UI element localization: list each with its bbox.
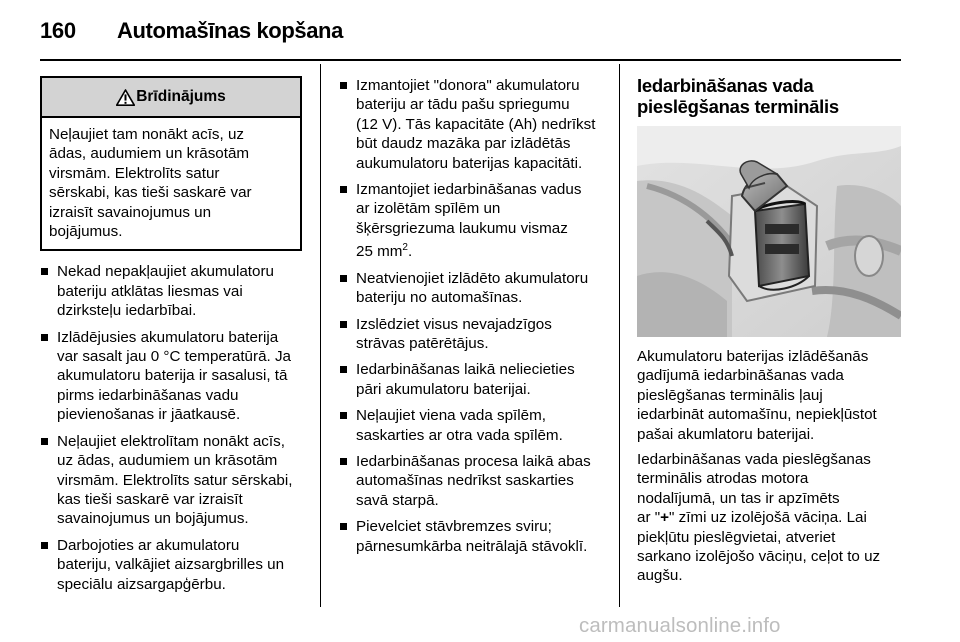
list-item: Izslēdziet visus nevajadzīgos strāvas patērētājus.: [339, 315, 605, 354]
jump-start-terminal-illustration: [637, 126, 901, 337]
warning-triangle-icon: [116, 89, 135, 106]
list-item: Neļaujiet viena vada spīlēm, saskarties ar otra vada spīlēm.: [339, 406, 605, 445]
page-number: 160: [40, 18, 76, 43]
plus-icon: +: [660, 509, 669, 527]
list-item: Pievelciet stāvbremzes sviru; pārnesumkārba neitrālajā stāvoklī.: [339, 517, 605, 556]
paragraph-terminal-location: Iedarbināšanas vada pieslēgšanas terminālis atrodas motora nodalījumā, un tas ir apzīmēts ar "+" zīmi uz izolējošā vāciņa. Lai piekļūtu pieslēgvietai, atveriet sarkano izolējošo vāciņu, ceļot to uz augšu.: [637, 451, 881, 585]
bullet-square-icon: [41, 438, 48, 445]
list-item: Iedarbināšanas laikā neliecieties pāri akumulatoru baterijai.: [339, 360, 605, 399]
cross-section-superscript: 2: [402, 242, 408, 254]
bullet-list-column-1: [40, 262, 302, 594]
list-item: Izlādējusies akumulatoru baterija var sasalt jau 0 °C temperatūrā. Ja akumulatoru baterija ir sasalusi, tā pirms iedarbināšanas vadu pievienošanas ir jāatkausē.: [40, 328, 302, 425]
cross-section-value: 25 mm: [356, 243, 403, 261]
bullet-square-icon: [340, 458, 347, 465]
bullet-square-icon: [340, 275, 347, 282]
list-item: Izmantojiet iedarbināšanas vadus ar izolētām spīlēm un šķērsgriezuma laukumu vismaz 25 $mm^2$.: [339, 180, 605, 262]
warning-box: [40, 76, 302, 251]
bullet-square-icon: [41, 268, 48, 275]
list-item: Izmantojiet "donora" akumulatoru bateriju ar tādu pašu spriegumu (12 V). Tās kapacitāte (Ah) nedrīkst būt daudz mazāka par izlādētās aukumulatoru baterijas kapacitāti.: [339, 76, 605, 173]
header-rule: [40, 59, 901, 61]
subsection-heading: Iedarbināšanas vada pieslēgšanas terminālis: [637, 75, 839, 117]
bullet-list-column-2: [339, 76, 605, 556]
list-item: Neatvienojiet izlādēto akumulatoru bateriju no automašīnas.: [339, 269, 605, 308]
list-item: Iedarbināšanas procesa laikā abas automašīnas nedrīkst saskarties savā starpā.: [339, 452, 605, 510]
column-divider-1: [320, 64, 321, 607]
bullet-square-icon: [340, 366, 347, 373]
list-item: Neļaujiet elektrolītam nonākt acīs, uz ādas, audumiem un krāsotām virsmām. Elektrolīts satur sērskabi, kas tieši saskarē var izraisīt savainojumus un bojājumus.: [40, 432, 302, 529]
warning-header: [42, 78, 300, 118]
list-item: Nekad nepakļaujiet akumulatoru bateriju atklātas liesmas vai dzirksteļu iedarbībai.: [40, 262, 302, 320]
column-1: [40, 76, 302, 601]
bullet-square-icon: [340, 412, 347, 419]
column-3: [637, 76, 902, 586]
bullet-square-icon: [340, 186, 347, 193]
column-divider-2: [619, 64, 620, 607]
bullet-square-icon: [340, 523, 347, 530]
warning-text: Neļaujiet tam nonākt acīs, uz ādas, audumiem un krāsotām virsmām. Elektrolīts satur sērskabi, kas tieši saskarē var izraisīt savainojumus un bojājumus.: [49, 126, 252, 241]
warning-title: Brīdinājums: [136, 88, 226, 106]
bullet-square-icon: [340, 321, 347, 328]
bullet-square-icon: [340, 82, 347, 89]
section-title: Automašīnas kopšana: [117, 18, 343, 43]
bullet-square-icon: [41, 334, 48, 341]
paragraph-terminal-purpose: Akumulatoru baterijas izlādēšanās gadījumā iedarbināšanas vada pieslēgšanas terminālis ļauj iedarbināt automašīnu, nepiekļūstot pašai akumlatoru baterijai.: [637, 348, 877, 443]
list-item: Darbojoties ar akumulatoru bateriju, valkājiet aizsargbrilles un speciālu aizsargapģērbu.: [40, 536, 302, 594]
bullet-square-icon: [41, 542, 48, 549]
column-2: [339, 76, 605, 563]
cross-section-suffix: .: [407, 243, 413, 261]
watermark: carmanualsonline.info: [579, 614, 781, 637]
